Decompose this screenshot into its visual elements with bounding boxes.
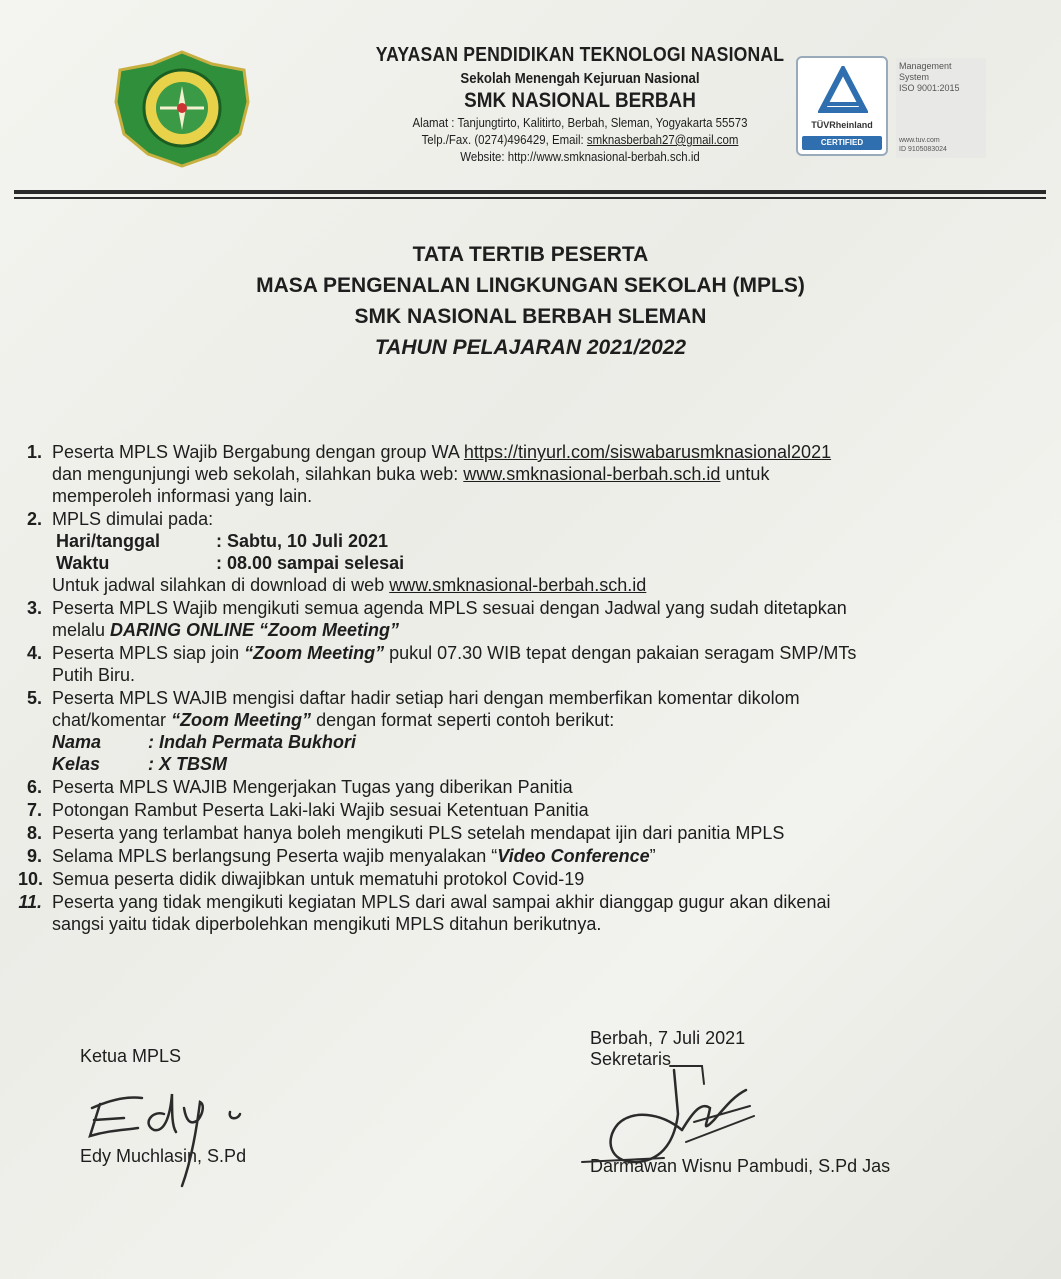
signer-role: Ketua MPLS	[80, 1046, 182, 1066]
rule-number: 6.	[26, 777, 42, 797]
rule-number: 11.	[18, 892, 42, 912]
signer-name: Darmawan Wisnu Pambudi, S.Pd Jas	[590, 1156, 891, 1176]
school-name: SMK NASIONAL BERBAH	[464, 89, 696, 112]
signer-name: Edy Muchlasin, S.Pd	[80, 1146, 247, 1166]
rule-text: sangsi yaitu tidak diperbolehkan mengikuti MPLS ditahun berikutnya.	[52, 914, 602, 934]
rule-item	[18, 441, 1018, 507]
title-line-1: TATA TERTIB PESERTA	[412, 243, 649, 266]
rule-text: Peserta yang terlambat hanya boleh mengikuti PLS setelah mendapat ijin dari panitia MPLS	[52, 823, 785, 843]
example-name-row	[52, 731, 1018, 753]
contact-phone: Telp./Fax. (0274)496429, Email:	[421, 132, 587, 147]
signature-place-date: Berbah, 7 Juli 2021	[590, 1028, 746, 1048]
cert-brand: TÜVRheinland	[811, 120, 873, 130]
school-logo-icon	[112, 50, 252, 168]
school-website: Website: http://www.smknasional-berbah.sch.id	[460, 149, 700, 164]
example-name-value: : Indah Permata Bukhori	[148, 732, 357, 752]
title-line-4: TAHUN PELAJARAN 2021/2022	[374, 336, 687, 359]
school-contact	[334, 132, 827, 147]
schedule-day-row	[56, 530, 1018, 552]
rule-text: MPLS dimulai pada:	[52, 509, 214, 529]
cert-line: ISO 9001:2015	[899, 83, 960, 93]
foundation-name: YAYASAN PENDIDIKAN TEKNOLOGI NASIONAL	[375, 44, 785, 66]
letterhead	[300, 44, 860, 164]
rule-text: Peserta MPLS Wajib mengikuti semua agenda MPLS sesuai dengan Jadwal yang sudah ditetapkan	[52, 598, 847, 618]
rule-number: 5.	[26, 688, 42, 708]
rule-item	[18, 776, 1018, 798]
rule-text: Potongan Rambut Peserta Laki-laki Wajib sesuai Ketentuan Panitia	[52, 800, 589, 820]
whatsapp-group-link[interactable]: https://tinyurl.com/siswabarusmknasional2021	[463, 442, 832, 462]
rule-text: melalu	[52, 620, 111, 640]
certification-info	[896, 58, 986, 158]
rule-text: chat/komentar	[52, 710, 172, 730]
cert-footer-line: www.tuv.com	[899, 137, 940, 144]
header-divider	[14, 190, 1046, 194]
cert-badge-label: CERTIFIED	[802, 136, 882, 150]
schedule-download-link[interactable]: www.smknasional-berbah.sch.id	[389, 575, 647, 595]
rule-number: 9.	[26, 846, 42, 866]
rule-item	[18, 822, 1018, 844]
rule-text: ”	[649, 846, 656, 866]
rule-emphasis: “Zoom Meeting”	[244, 643, 385, 663]
school-website-link[interactable]: www.smknasional-berbah.sch.id	[463, 464, 721, 484]
example-name-label: Nama	[52, 732, 102, 752]
rule-text: Semua peserta didik diwajibkan untuk mematuhi protokol Covid-19	[52, 869, 585, 889]
tuv-triangle-icon	[818, 66, 868, 116]
schedule-time-row	[56, 552, 1018, 574]
rule-text: dan mengunjungi web sekolah, silahkan buka web:	[52, 464, 464, 484]
schedule-day-value: : Sabtu, 10 Juli 2021	[216, 531, 389, 551]
rule-text: Peserta MPLS WAJIB mengisi daftar hadir setiap hari dengan memberfikan komentar dikolom	[52, 688, 800, 708]
rule-emphasis: Video Conference	[497, 846, 650, 866]
rule-text: Selama MPLS berlangsung Peserta wajib menyalakan “	[52, 846, 498, 866]
rule-item	[18, 508, 1018, 596]
signer-role: Sekretaris	[590, 1049, 672, 1069]
rule-text: dengan format seperti contoh berikut:	[311, 710, 615, 730]
header-divider-thin	[14, 197, 1046, 199]
signature-block-chair	[80, 1046, 247, 1166]
schedule-time-label: Waktu	[56, 553, 110, 573]
title-line-3: SMK NASIONAL BERBAH SLEMAN	[354, 305, 707, 328]
rule-number: 4.	[26, 643, 42, 663]
rule-text: pukul 07.30 WIB tepat dengan pakaian seragam SMP/MTs	[384, 643, 857, 663]
rule-number: 1.	[26, 442, 42, 462]
rule-number: 10.	[18, 869, 44, 889]
schedule-time-value: : 08.00 sampai selesai	[216, 553, 405, 573]
rule-text: untuk	[720, 464, 770, 484]
rule-number: 8.	[26, 823, 42, 843]
rule-text: Untuk jadwal silahkan di download di web	[52, 575, 390, 595]
rule-item	[18, 868, 1018, 890]
rule-item	[18, 687, 1018, 775]
rule-item	[18, 597, 1018, 641]
rule-text: Peserta MPLS WAJIB Mengerjakan Tugas yang diberikan Panitia	[52, 777, 573, 797]
rule-number: 3.	[26, 598, 42, 618]
rule-item	[18, 642, 1018, 686]
cert-line: Management	[899, 61, 952, 71]
contact-email: smknasberbah27@gmail.com	[586, 132, 739, 147]
example-class-label: Kelas	[52, 754, 101, 774]
rule-number: 2.	[26, 509, 42, 529]
cert-footer-line: ID 9105083024	[899, 146, 947, 153]
rule-text: Putih Biru.	[52, 665, 136, 685]
rule-emphasis: “Zoom Meeting”	[171, 710, 312, 730]
school-address: Alamat : Tanjungtirto, Kalitirto, Berbah, Sleman, Yogyakarta 55573	[412, 115, 748, 130]
rule-text: Peserta yang tidak mengikuti kegiatan MPLS dari awal sampai akhir dianggap gugur akan dikenai	[52, 892, 831, 912]
rule-emphasis: DARING ONLINE “Zoom Meeting”	[110, 620, 400, 640]
handwritten-signature-secretary	[574, 1050, 774, 1180]
handwritten-signature-chair	[80, 1074, 260, 1190]
schedule-day-label: Hari/tanggal	[56, 531, 161, 551]
rule-item	[18, 891, 1018, 935]
rule-text: Peserta MPLS siap join	[52, 643, 245, 663]
title-line-2: MASA PENGENALAN LINGKUNGAN SEKOLAH (MPLS)	[256, 274, 805, 297]
rule-text: Peserta MPLS Wajib Bergabung dengan group WA	[52, 442, 464, 462]
document-title	[0, 243, 1061, 367]
certification-badge	[796, 56, 888, 156]
school-type: Sekolah Menengah Kejuruan Nasional	[460, 70, 700, 87]
cert-footer	[899, 136, 947, 154]
rule-item	[18, 799, 1018, 821]
rule-number: 7.	[26, 800, 42, 820]
cert-line: System	[899, 72, 930, 82]
example-class-value: : X TBSM	[148, 754, 227, 774]
rules-list	[18, 441, 1018, 936]
example-class-row	[52, 753, 1018, 775]
rule-item	[18, 845, 1018, 867]
rule-text: memperoleh informasi yang lain.	[52, 486, 313, 506]
